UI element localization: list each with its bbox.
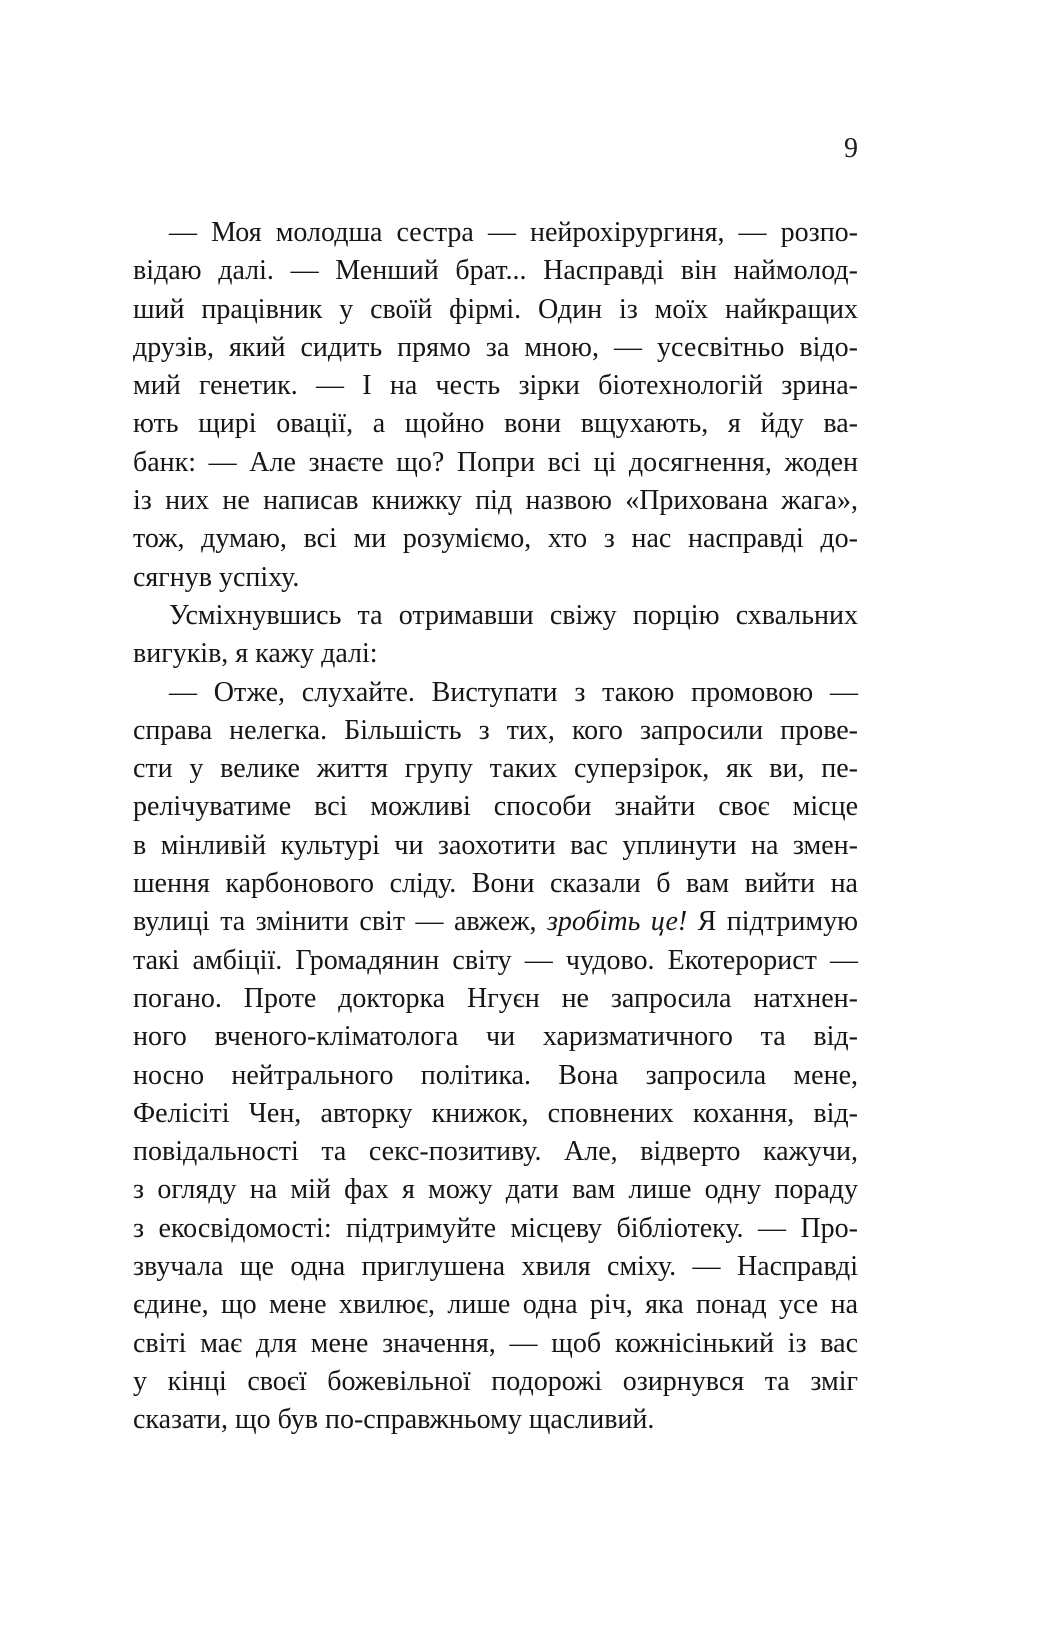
page-number: 9 <box>844 133 858 164</box>
text-line <box>133 1248 858 1286</box>
text-block <box>133 214 858 1440</box>
text-line <box>133 1401 858 1439</box>
text-line <box>133 1210 858 1248</box>
text-line <box>133 674 858 712</box>
text-line <box>133 252 858 290</box>
text-line <box>133 827 858 865</box>
text-line <box>133 712 858 750</box>
text-segment: Я підтримую <box>687 906 859 938</box>
text-segment: релічуватиме всі можливі способи знайти своє місце <box>133 791 858 823</box>
text-line <box>133 788 858 826</box>
text-segment: в мінливій культурі чи заохотити вас уплинути на змен- <box>133 829 858 861</box>
text-line <box>133 291 858 329</box>
text-line <box>133 635 858 673</box>
text-segment: Усміхнувшись та отримавши свіжу порцію схвальних <box>169 599 858 631</box>
text-segment: єдине, що мене хвилює, лише одна річ, яка понад усе на <box>133 1289 858 1321</box>
text-segment: ного вченого-кліматолога чи харизматичного та від- <box>133 1021 858 1053</box>
text-line <box>133 559 858 597</box>
text-segment: світі має для мене значення, — щоб кожнісінький із вас <box>133 1327 858 1359</box>
text-line <box>133 942 858 980</box>
text-segment: погано. Проте докторка Нгуєн не запросила натхнен- <box>133 982 858 1014</box>
text-line <box>133 980 858 1018</box>
text-segment: — Отже, слухайте. Виступати з такою промовою — <box>169 676 858 708</box>
text-line <box>133 1095 858 1133</box>
text-line <box>133 597 858 635</box>
text-line <box>133 1325 858 1363</box>
text-segment: ший працівник у своїй фірмі. Один із моїх найкращих <box>133 293 858 325</box>
text-segment: вигуків, я кажу далі: <box>133 638 378 670</box>
text-segment: Фелісіті Чен, авторку книжок, сповнених кохання, від- <box>133 1097 858 1129</box>
text-segment: звучала ще одна приглушена хвиля сміху. — Насправді <box>133 1251 858 1283</box>
text-line <box>133 1018 858 1056</box>
text-segment: у кінці своєї божевільної подорожі озирнувся та зміг <box>133 1365 858 1397</box>
text-line <box>133 329 858 367</box>
text-segment: тож, думаю, всі ми розуміємо, хто з нас насправді до- <box>133 523 858 555</box>
text-line <box>133 1057 858 1095</box>
italic-text-segment: зробіть це! <box>546 906 688 938</box>
text-segment: повідальності та секс-позитиву. Але, відверто кажучи, <box>133 1136 858 1168</box>
text-line <box>133 367 858 405</box>
text-line <box>133 1286 858 1324</box>
text-line <box>133 405 858 443</box>
text-line <box>133 903 858 941</box>
text-segment: шення карбонового сліду. Вони сказали б вам вийти на <box>133 868 858 900</box>
text-line <box>133 1363 858 1401</box>
text-segment: такі амбіції. Громадянин світу — чудово. Екотерорист — <box>133 944 858 976</box>
text-segment: справа нелегка. Більшість з тих, кого запросили прове- <box>133 714 858 746</box>
text-segment: мий генетик. — І на честь зірки біотехнологій зрина- <box>133 370 858 402</box>
text-segment: — Моя молодша сестра — нейрохірургиня, — розпо- <box>169 217 858 248</box>
text-segment: відаю далі. — Менший брат... Насправді він наймолод- <box>133 255 858 287</box>
text-segment: вулиці та змінити світ — авжеж, <box>133 906 547 938</box>
text-line <box>133 1133 858 1171</box>
text-segment: з огляду на мій фах я можу дати вам лише одну пораду <box>133 1174 858 1206</box>
text-segment: друзів, який сидить прямо за мною, — усесвітньо відо- <box>133 331 858 363</box>
text-line <box>133 865 858 903</box>
text-segment: сти у велике життя групу таких суперзірок, як ви, пе- <box>133 753 858 785</box>
text-segment: із них не написав книжку під назвою «Прихована жага», <box>133 485 858 517</box>
text-line <box>133 520 858 558</box>
text-segment: сказати, що був по-справжньому щасливий. <box>133 1404 655 1436</box>
text-segment: носно нейтрального політика. Вона запросила мене, <box>133 1059 858 1091</box>
text-segment: з екосвідомості: підтримуйте місцеву бібліотеку. — Про- <box>133 1212 858 1244</box>
text-line <box>133 214 858 252</box>
text-line <box>133 1171 858 1209</box>
text-line <box>133 444 858 482</box>
text-segment: ють щирі овації, а щойно вони вщухають, я йду ва- <box>133 408 858 440</box>
text-segment: сягнув успіху. <box>133 561 300 593</box>
text-segment: банк: — Але знаєте що? Попри всі ці досягнення, жоден <box>133 446 858 478</box>
text-line <box>133 482 858 520</box>
text-line <box>133 750 858 788</box>
